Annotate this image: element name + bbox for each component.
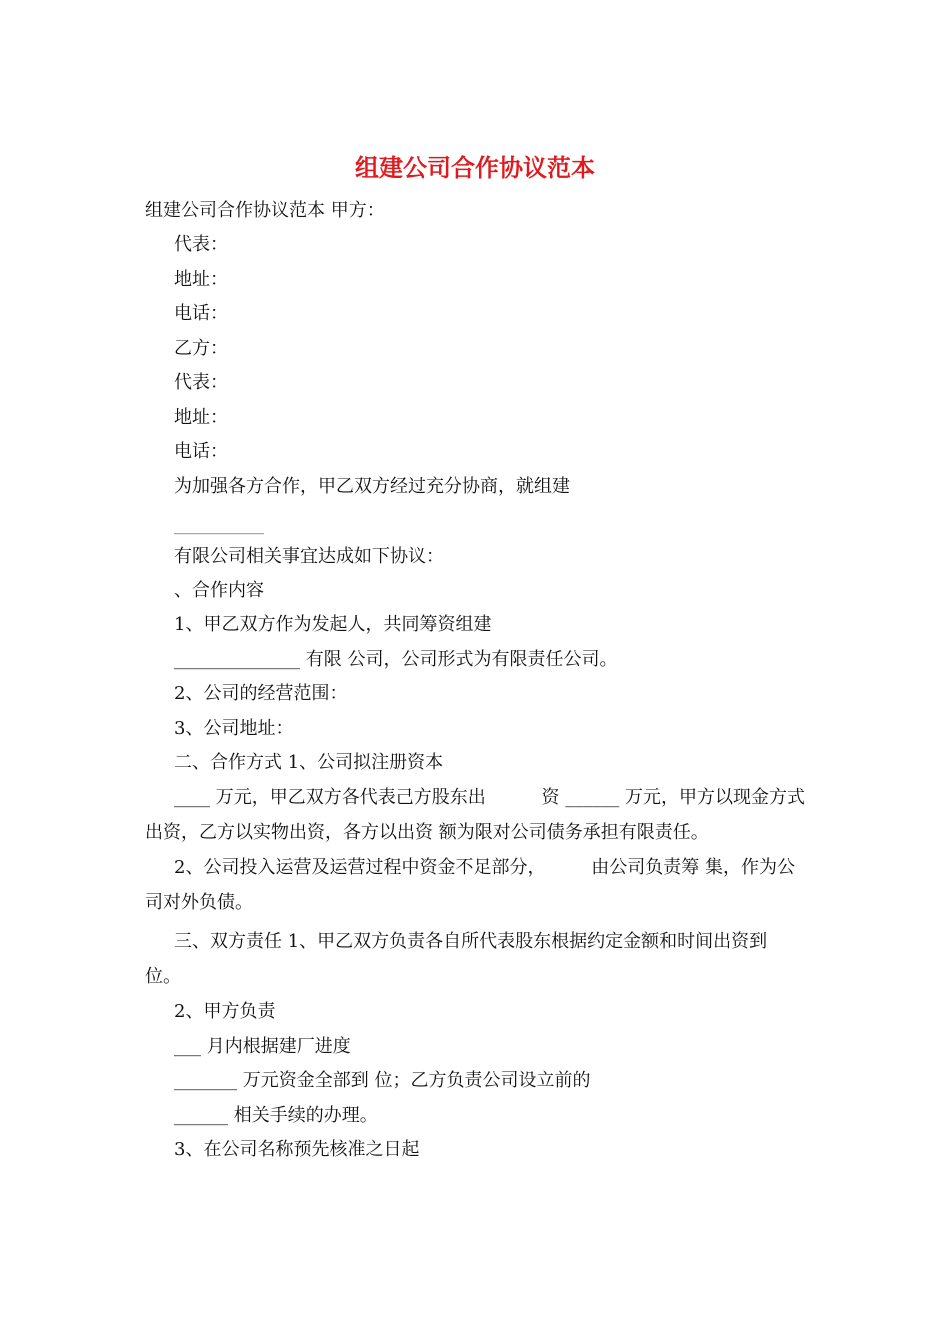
clause-3-2-line-4: ______ 相关手续的办理。 — [174, 1105, 378, 1126]
clause-2-1-line — [174, 785, 805, 811]
section-3-continued: 位。 — [145, 966, 181, 987]
clause-1-2: 2、公司的经营范围： — [174, 683, 348, 704]
company-name-blank: __________ — [174, 514, 264, 535]
clause-1-3: 3、公司地址： — [174, 718, 294, 739]
party-b-label: 乙方： — [174, 338, 228, 359]
clause-3-2: 2、甲方负责 — [174, 1001, 276, 1022]
section-heading-cooperation-content: 、合作内容 — [174, 580, 264, 601]
clause-1-1-continued: ______________ 有限 公司，公司形式为有限责任公司。 — [174, 649, 618, 670]
clause-2-2-line — [174, 855, 795, 881]
party-a-address: 地址： — [174, 269, 228, 290]
clause-3-2-line-3: _______ 万元资金全部到 位；乙方负责公司设立前的 — [174, 1070, 591, 1091]
intro-party-a-line: 组建公司合作协议范本 甲方： — [145, 200, 385, 221]
clause-2-2-continued: 司对外负债。 — [145, 892, 253, 913]
clause-2-1-continued: 出资，乙方以实物出资，各方以出资 额为限对公司债务承担有限责任。 — [145, 822, 709, 843]
section-heading-cooperation-method: 二、合作方式 1、公司拟注册资本 — [174, 752, 444, 773]
preamble-line: 为加强各方合作，甲乙双方经过充分协商，就组建 — [174, 476, 570, 497]
clause-3-3: 3、在公司名称预先核准之日起 — [174, 1139, 420, 1160]
preamble-continued: 有限公司相关事宜达成如下协议： — [174, 546, 444, 567]
clause-2-2-part-a: 2、公司投入运营及运营过程中资金不足部分， — [174, 857, 546, 878]
party-b-address: 地址： — [174, 407, 228, 428]
clause-2-1-part-b: 资 ______ 万元，甲方以现金方式 — [541, 787, 805, 808]
clause-2-1-part-a: ____ 万元，甲乙双方各代表己方股东出 — [174, 787, 486, 808]
party-b-representative: 代表： — [174, 372, 228, 393]
party-b-phone: 电话： — [174, 441, 228, 462]
document-title: 组建公司合作协议范本 — [355, 153, 595, 182]
party-a-phone: 电话： — [174, 303, 228, 324]
clause-1-1: 1、甲乙双方作为发起人，共同筹资组建 — [174, 614, 492, 635]
party-a-representative: 代表： — [174, 234, 228, 255]
section-heading-responsibilities: 三、双方责任 1、甲乙双方负责各自所代表股东根据约定金额和时间出资到 — [174, 931, 768, 952]
clause-3-2-line-2: ___ 月内根据建厂进度 — [174, 1036, 351, 1057]
clause-2-2-part-b: 由公司负责筹 集，作为公 — [591, 857, 795, 878]
